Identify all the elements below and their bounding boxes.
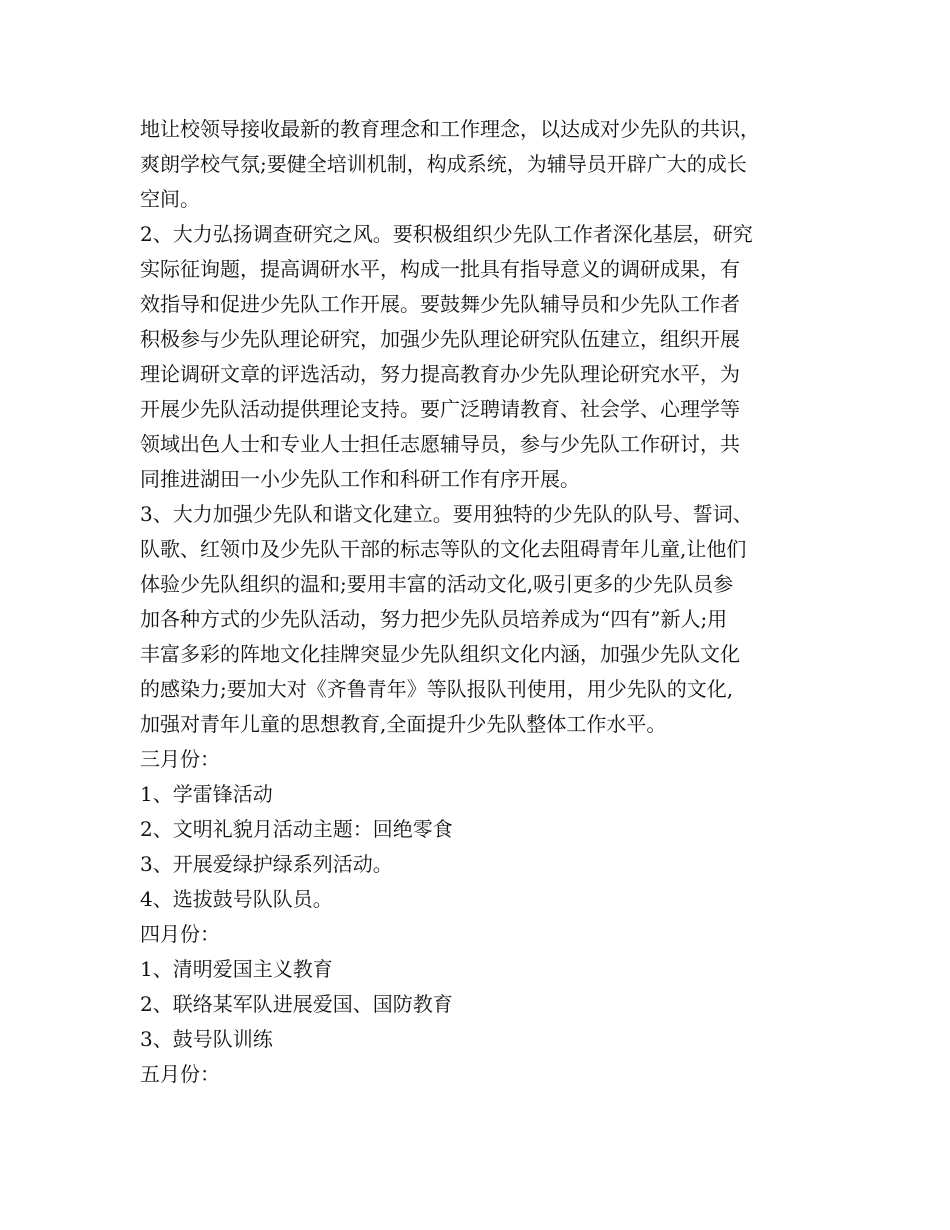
text-line: 实际征询题，提高调研水平，构成一批具有指导意义的调研成果，有: [140, 257, 740, 281]
text-line: 3、鼓号队训练: [140, 1027, 273, 1051]
text-line: 爽朗学校气氛;要健全培训机制，构成系统，为辅导员开辟广大的成长: [140, 152, 747, 176]
text-line: 加各种方式的少先队活动，努力把少先队员培养成为“四有”新人;用: [140, 607, 728, 631]
month-heading-may: [140, 1057, 840, 1092]
text-line: 4、选拔鼓号队队员。: [140, 887, 333, 911]
text-line: 2、文明礼貌月活动主题：回绝零食: [140, 817, 453, 841]
text-line: 加强对青年儿童的思想教育,全面提升少先队整体工作水平。: [140, 712, 667, 736]
text-line: 2、联络某军队进展爱国、国防教育: [140, 992, 453, 1016]
text-line: 同推进湖田一小少先队工作和科研工作有序开展。: [140, 467, 580, 491]
list-item: [140, 952, 840, 987]
text-line: 1、清明爱国主义教育: [140, 957, 333, 981]
text-line: 1、学雷锋活动: [140, 782, 273, 806]
paragraph-item-3: [140, 497, 840, 742]
list-item: [140, 812, 840, 847]
text-line: 领域出色人士和专业人士担任志愿辅导员，参与少先队工作研讨，共: [140, 432, 740, 456]
paragraph-intro-continuation: [140, 112, 840, 217]
text-line: 3、大力加强少先队和谐文化建立。要用独特的少先队的队号、誓词、: [140, 502, 753, 526]
text-line: 理论调研文章的评选活动，努力提高教育办少先队理论研究水平，为: [140, 362, 740, 386]
text-line: 体验少先队组织的温和;要用丰富的活动文化,吸引更多的少先队员参: [140, 572, 734, 596]
list-item: [140, 847, 840, 882]
document-body: [140, 112, 840, 1092]
text-line: 地让校领导接收最新的教育理念和工作理念，以达成对少先队的共识，: [140, 117, 760, 141]
text-line: 三月份：: [140, 747, 220, 771]
text-line: 的感染力;要加大对《齐鲁青年》等队报队刊使用，用少先队的文化,: [140, 677, 734, 701]
text-line: 效指导和促进少先队工作开展。要鼓舞少先队辅导员和少先队工作者: [140, 292, 740, 316]
text-line: 空间。: [140, 187, 200, 211]
paragraph-item-2: [140, 217, 840, 497]
text-line: 3、开展爱绿护绿系列活动。: [140, 852, 393, 876]
list-item: [140, 987, 840, 1022]
text-line: 四月份：: [140, 922, 220, 946]
list-item: [140, 882, 840, 917]
text-line: 2、大力弘扬调查研究之风。要积极组织少先队工作者深化基层，研究: [140, 222, 753, 246]
list-item: [140, 777, 840, 812]
month-heading-april: [140, 917, 840, 952]
text-line: 五月份：: [140, 1062, 220, 1086]
text-line: 开展少先队活动提供理论支持。要广泛聘请教育、社会学、心理学等: [140, 397, 740, 421]
text-line: 丰富多彩的阵地文化挂牌突显少先队组织文化内涵，加强少先队文化: [140, 642, 740, 666]
month-heading-march: [140, 742, 840, 777]
text-line: 积极参与少先队理论研究，加强少先队理论研究队伍建立，组织开展: [140, 327, 740, 351]
text-line: 队歌、红领巾及少先队干部的标志等队的文化去阻碍青年儿童,让他们: [140, 537, 747, 561]
list-item: [140, 1022, 840, 1057]
